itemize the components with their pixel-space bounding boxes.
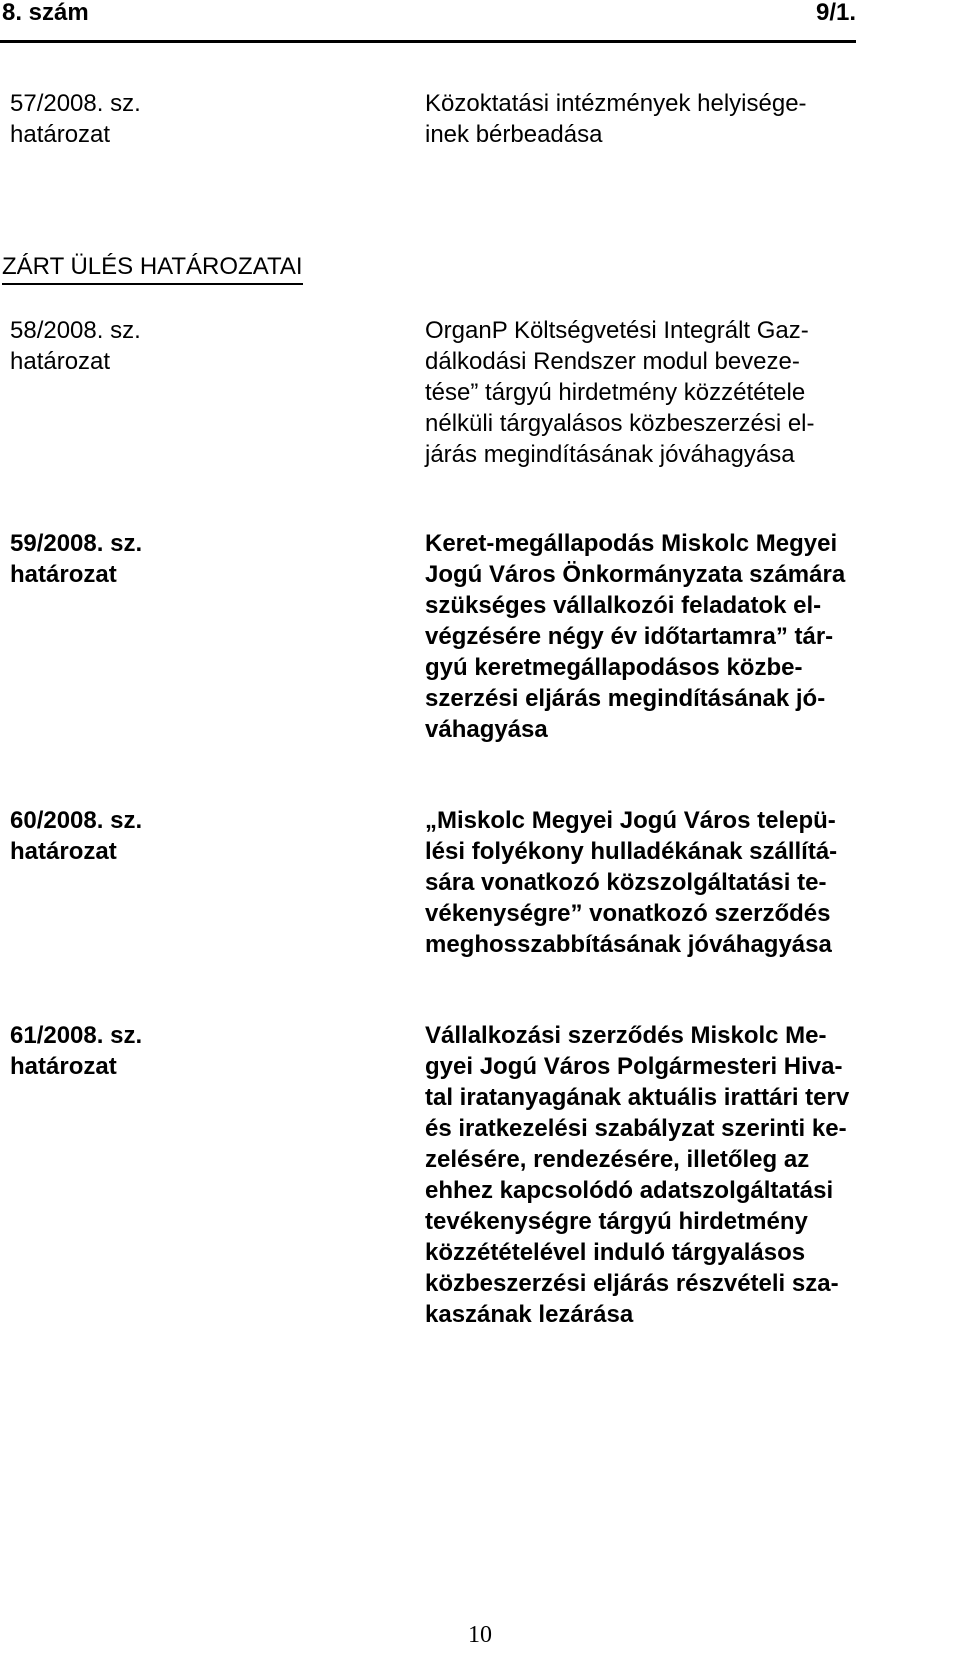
resolution-number [10,528,260,590]
resolution-number [10,1020,260,1082]
resolution-number-text: 57/2008. sz. [10,90,141,117]
page-reference: 9/1. [815,0,856,26]
resolution-label: határozat [10,1053,117,1080]
closed-session-heading: ZÁRT ÜLÉS HATÁROZATAI [2,252,303,285]
resolution-title: OrganP Költségvetési Integrált Gaz- dálkodási Rendszer modul beveze- tése” tárgyú hirdetmény közzététele nélküli tárgyalásos közbeszerzési el- járás megindításának jóváhagyása [425,317,815,468]
resolution-label: határozat [10,348,111,375]
issue-number: 8. szám [2,0,89,26]
resolution-number-text: 60/2008. sz. [10,807,143,834]
page-header [0,0,856,43]
resolution-title: Vállalkozási szerződés Miskolc Me- gyei Jogú Város Polgármesteri Hiva- tal iratanyagának aktuális irattári terv és iratkezelési szabályzat szerinti ke- zelésére, rendezésére, illetőleg az ehhez kapcsolódó adatszolgáltatási tevékenységre tárgyú hirdetmény közzétételével induló tárgyalásos közbeszerzési eljárás részvételi sza- kaszának lezárása [425,1022,850,1328]
resolution-title: Keret-megállapodás Miskolc Megyei Jogú Város Önkormányzata számára szükséges vállalkozói feladatok el- végzésére négy év időtartamra” tár- gyú keretmegállapodásos közbe- szerzési eljárás megindításának jó- váhagyása [425,530,846,743]
resolution-number [10,315,260,377]
resolution-title: „Miskolc Megyei Jogú Város telepü- lési folyékony hulladékának szállítá- sára vonatkozó közszolgáltatási te- vékenységre” vonatkozó szerződés meghosszabbításának jóváhagyása [425,807,838,958]
resolution-number [10,805,260,867]
resolution-label: határozat [10,838,117,865]
resolution-number-text: 59/2008. sz. [10,530,143,557]
resolution-title: Közoktatási intézmények helyisége- inek bérbeadása [425,90,807,148]
resolution-number-text: 58/2008. sz. [10,317,141,344]
resolution-label: határozat [10,561,117,588]
resolution-number-text: 61/2008. sz. [10,1022,143,1049]
resolution-number [10,88,260,150]
page-number: 10 [468,1622,492,1648]
resolution-label: határozat [10,121,111,148]
